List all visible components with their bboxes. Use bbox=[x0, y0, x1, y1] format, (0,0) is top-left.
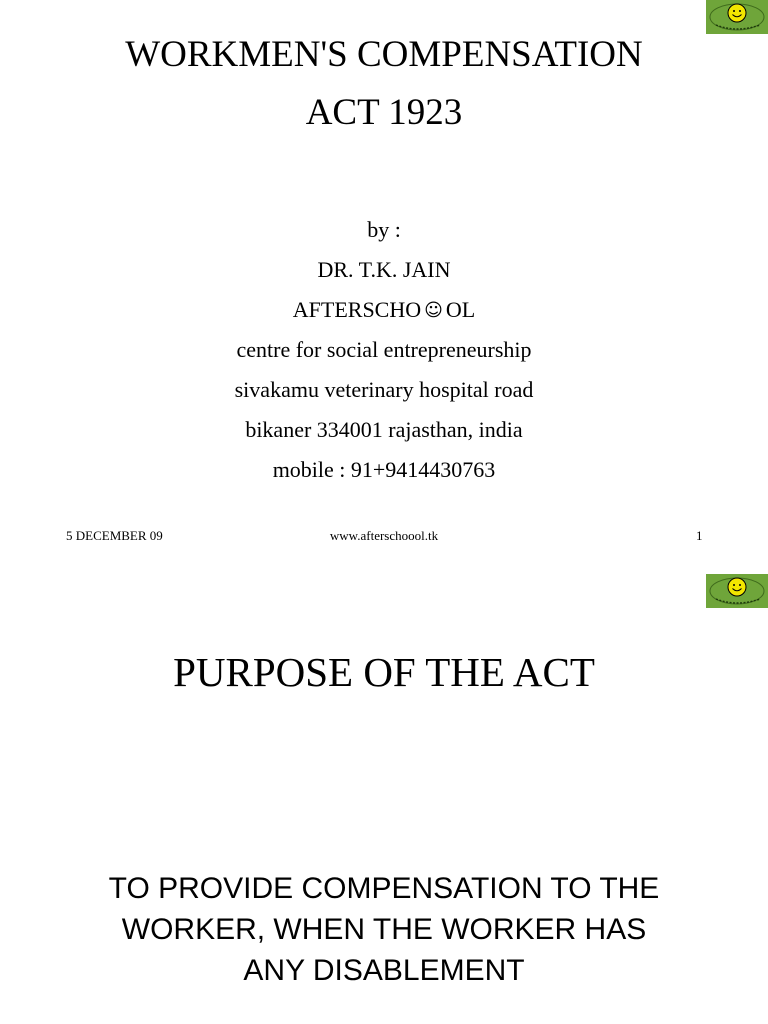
by-label: by : bbox=[367, 217, 401, 242]
org-suffix: OL bbox=[445, 297, 476, 322]
footer-date: 5 DECEMBER 09 bbox=[66, 528, 163, 543]
body-line-1: TO PROVIDE COMPENSATION TO THE bbox=[108, 872, 660, 905]
organization-name bbox=[0, 290, 768, 330]
centre-line: centre for social entrepreneurship bbox=[236, 337, 532, 362]
slide-title: PURPOSE OF THE ACT bbox=[173, 649, 595, 695]
slide-footer bbox=[0, 528, 768, 546]
smiley-icon: ☺ bbox=[424, 300, 443, 321]
title-line-2: ACT 1923 bbox=[305, 92, 463, 133]
body-line-2: WORKER, WHEN THE WORKER HAS bbox=[121, 913, 647, 946]
author-name: DR. T.K. JAIN bbox=[317, 257, 451, 282]
author-block bbox=[0, 210, 768, 490]
footer-url: www.afterschoool.tk bbox=[329, 528, 439, 543]
mobile-line: mobile : 91+9414430763 bbox=[272, 457, 496, 482]
footer-page-number: 1 bbox=[696, 528, 703, 543]
city-line: bikaner 334001 rajasthan, india bbox=[245, 417, 523, 442]
smiley-logo-icon bbox=[706, 574, 768, 608]
slide-title bbox=[0, 26, 768, 142]
road-line: sivakamu veterinary hospital road bbox=[234, 377, 534, 402]
slide-body bbox=[40, 868, 728, 991]
slide-2 bbox=[0, 560, 768, 1024]
title-line-1: WORKMEN'S COMPENSATION bbox=[125, 34, 643, 75]
body-line-3: ANY DISABLEMENT bbox=[243, 954, 525, 987]
org-prefix: AFTERSCHO bbox=[292, 297, 422, 322]
